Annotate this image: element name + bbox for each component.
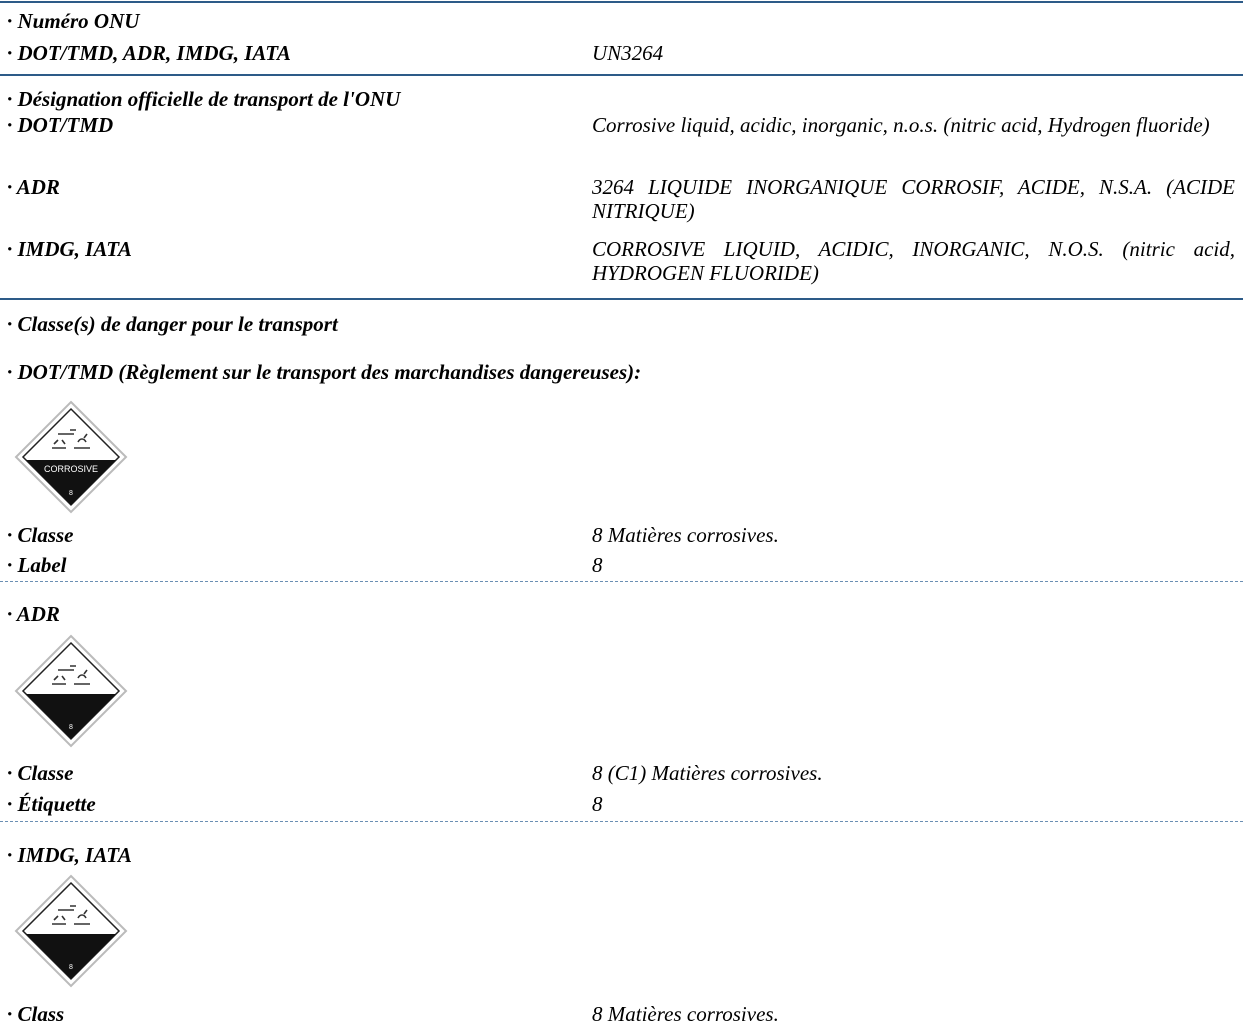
- shipping-name-adr-label: · ADR: [7, 175, 60, 199]
- corrosive-pictogram-icon: [14, 874, 128, 988]
- adr-heading: · ADR: [7, 602, 60, 626]
- adr-class-value: 8 (C1) Matières corrosives.: [592, 761, 823, 785]
- section-rule: [0, 298, 1243, 300]
- adr-class-label: · Classe: [7, 761, 74, 785]
- un-number-value: UN3264: [592, 41, 664, 65]
- dashed-divider: [0, 821, 1243, 822]
- corrosive-pictogram-number: 8: [69, 724, 73, 731]
- dot-class-value: 8 Matières corrosives.: [592, 523, 779, 547]
- adr-etiquette-label: · Étiquette: [7, 792, 96, 816]
- imdg-heading: · IMDG, IATA: [7, 843, 132, 867]
- shipping-name-adr-value: 3264 LIQUIDE INORGANIQUE CORROSIF, ACIDE, N.S.A. (ACIDE NITRIQUE): [592, 175, 1235, 223]
- corrosive-pictogram-icon: [14, 634, 128, 748]
- hazard-classes-heading: · Classe(s) de danger pour le transport: [7, 312, 338, 336]
- adr-etiquette-value: 8: [592, 792, 603, 816]
- shipping-name-imdg-label: · IMDG, IATA: [7, 237, 132, 261]
- corrosive-pictogram-icon: [14, 400, 128, 514]
- imdg-class-label: · Class: [7, 1002, 65, 1026]
- corrosive-pictogram-number: 8: [69, 964, 73, 971]
- corrosive-pictogram-number: 8: [69, 490, 73, 497]
- section-rule: [0, 74, 1243, 76]
- dashed-divider: [0, 581, 1243, 582]
- imdg-class-value: 8 Matières corrosives.: [592, 1002, 779, 1026]
- dot-heading: · DOT/TMD (Règlement sur le transport des marchandises dangereuses):: [7, 360, 642, 384]
- dot-class-label: · Classe: [7, 523, 74, 547]
- un-number-label: · DOT/TMD, ADR, IMDG, IATA: [7, 41, 291, 65]
- dot-label-label: · Label: [7, 553, 67, 577]
- shipping-name-dot-value: Corrosive liquid, acidic, inorganic, n.o.s. (nitric acid, Hydrogen fluoride): [592, 113, 1210, 137]
- un-number-heading: · Numéro ONU: [7, 9, 140, 33]
- corrosive-pictogram-text: CORROSIVE: [43, 464, 99, 474]
- section-rule-top: [0, 1, 1243, 3]
- shipping-name-dot-label: · DOT/TMD: [7, 113, 114, 137]
- shipping-name-heading: · Désignation officielle de transport de l'ONU: [7, 87, 401, 111]
- shipping-name-imdg-value: CORROSIVE LIQUID, ACIDIC, INORGANIC, N.O.S. (nitric acid, HYDROGEN FLUORIDE): [592, 237, 1235, 285]
- dot-label-value: 8: [592, 553, 603, 577]
